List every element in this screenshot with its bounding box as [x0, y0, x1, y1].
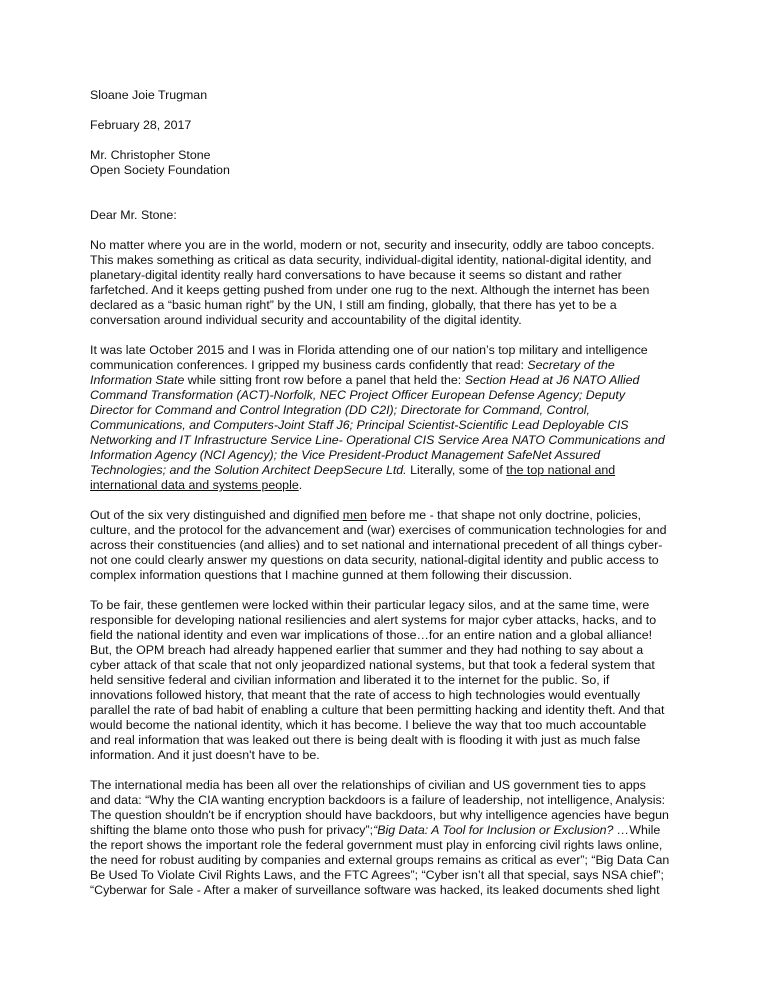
- underlined-word: men: [342, 508, 367, 522]
- underlined-phrase: the top national and: [506, 463, 616, 477]
- paragraph-line: “Cyberwar for Sale - After a maker of surveillance software was hacked, its leaked documents shed light: [90, 883, 660, 897]
- paragraph-line: conversation around individual security and accountability of the digital identity.: [90, 313, 522, 327]
- recipient-address: [90, 148, 690, 178]
- paragraph-line: Director for Command and Control Integration (DD C2I); Directorate for Command, Control,: [90, 403, 590, 417]
- sender-name: Sloane Joie Trugman: [90, 88, 208, 102]
- paragraph-line: Information Agency (NCI Agency); the Vice President-Product Management SafeNet Assured: [90, 448, 601, 462]
- paragraph-line: Information State while sitting front row before a panel that held the: Section Head at J6 NATO Allied: [90, 373, 640, 387]
- paragraph-line: culture, and the protocol for the advancement and (war) exercises of communication technologies for and: [90, 523, 667, 537]
- recipient-name: Mr. Christopher Stone: [90, 148, 211, 162]
- paragraph-3: [90, 508, 690, 583]
- paragraph-line: The international media has been all over the relationships of civilian and US government ties to apps: [90, 778, 646, 792]
- paragraph-line: cyber attack of that scale that not only jeopardized national systems, but that took a federal system that: [90, 658, 655, 672]
- paragraph-line: declared as a “basic human right” by the UN, I still am finding, globally, that there has yet to be a: [90, 298, 617, 312]
- paragraph-line: communication conferences. I gripped my business cards confidently that read: Secretary of the: [90, 358, 615, 372]
- paragraph-line: parallel the rate of bad habit of enabling a culture that been permitting hacking and identity theft. And that: [90, 703, 665, 717]
- paragraph-line: Communications, and Computers-Joint Staff J6; Principal Scientist-Scientific Lead Deployable CIS: [90, 418, 629, 432]
- letter-date: February 28, 2017: [90, 118, 192, 132]
- paragraph-line: information. And it just doesn't have to be.: [90, 748, 320, 762]
- underlined-phrase: international data and systems people: [90, 478, 299, 492]
- paragraph-line: Out of the six very distinguished and dignified men before me - that shape not only doctrine, policies,: [90, 508, 642, 522]
- paragraph-line: innovations followed history, that meant that the rate of access to high technologies would eventually: [90, 688, 641, 702]
- paragraph-line: held sensitive federal and civilian information and liberated it to the internet for the public. So, if: [90, 673, 610, 687]
- paragraph-line: the need for robust auditing by companies and external groups remains as critical as ever”; “Big Data Can: [90, 853, 670, 867]
- paragraph-line: It was late October 2015 and I was in Florida attending one of our nation’s top military and intelligence: [90, 343, 648, 357]
- paragraph-line: responsible for developing national resiliencies and alert systems for major cyber attacks, hacks, and to: [90, 613, 657, 627]
- salutation: Dear Mr. Stone:: [90, 208, 177, 222]
- paragraph-line: Be Used To Violate Civil Rights Laws, and the FTC Agrees”; “Cyber isn’t all that special, says NSA chief”;: [90, 868, 664, 882]
- paragraph-line: and real information that was leaked out there is being dealt with is flooding it with just as much false: [90, 733, 641, 747]
- paragraph-line: This makes something as critical as data security, individual-digital identity, national-digital identity, and: [90, 253, 652, 267]
- paragraph-line: No matter where you are in the world, modern or not, security and insecurity, oddly are taboo concepts.: [90, 238, 655, 252]
- paragraph-5: [90, 778, 690, 898]
- paragraph-2: [90, 343, 690, 493]
- paragraph-line: Technologies; and the Solution Architect DeepSecure Ltd. Literally, some of the top national and: [90, 463, 616, 477]
- recipient-organization: Open Society Foundation: [90, 163, 230, 177]
- paragraph-1: [90, 238, 690, 328]
- paragraph-line: the report shows the important role the federal government must play in enforcing civil rights laws online,: [90, 838, 663, 852]
- paragraph-line: Command Transformation (ACT)-Norfolk, NEC Project Officer European Defense Agency; Deputy: [90, 388, 626, 402]
- paragraph-line: planetary-digital identity really hard conversations to have because it seems so distant and rather: [90, 268, 622, 282]
- paragraph-line: field the national identity and even war implications of those…for an entire nation and a global alliance!: [90, 628, 653, 642]
- paragraph-line: To be fair, these gentlemen were locked within their particular legacy silos, and at the same time, were: [90, 598, 650, 612]
- paragraph-4: [90, 598, 690, 763]
- paragraph-line: shifting the blame onto those who push for privacy”;“Big Data: A Tool for Inclusion or Exclusion? …While: [90, 823, 661, 837]
- paragraph-line: But, the OPM breach had already happened earlier that summer and they had nothing to say about a: [90, 643, 644, 657]
- paragraph-line: and data: “Why the CIA wanting encryption backdoors is a failure of leadership, not intelligence, Analysis:: [90, 793, 666, 807]
- paragraph-line: Networking and IT Infrastructure Service Line- Operational CIS Service Area NATO Communications and: [90, 433, 665, 447]
- paragraph-line: not one could clearly answer my questions on data security, national-digital identity and public access to: [90, 553, 659, 567]
- card-title: Secretary of the: [527, 358, 615, 372]
- paragraph-line: farfetched. And it keeps getting pushed from under one rug to the next. Although the internet has been: [90, 283, 650, 297]
- paragraph-line: The question shouldn't be if encryption should have backdoors, but why intelligence agencies have begun: [90, 808, 669, 822]
- paragraph-line: across their constituencies (and allies) and to set national and international precedent of all things cyber-: [90, 538, 663, 552]
- letter-page: [90, 88, 690, 913]
- paragraph-line: complex information questions that I machine gunned at them following their discussion.: [90, 568, 573, 582]
- paragraph-line: international data and systems people.: [90, 478, 303, 492]
- paragraph-line: would become the national identity, which it has become. I believe the way that too much accountable: [90, 718, 647, 732]
